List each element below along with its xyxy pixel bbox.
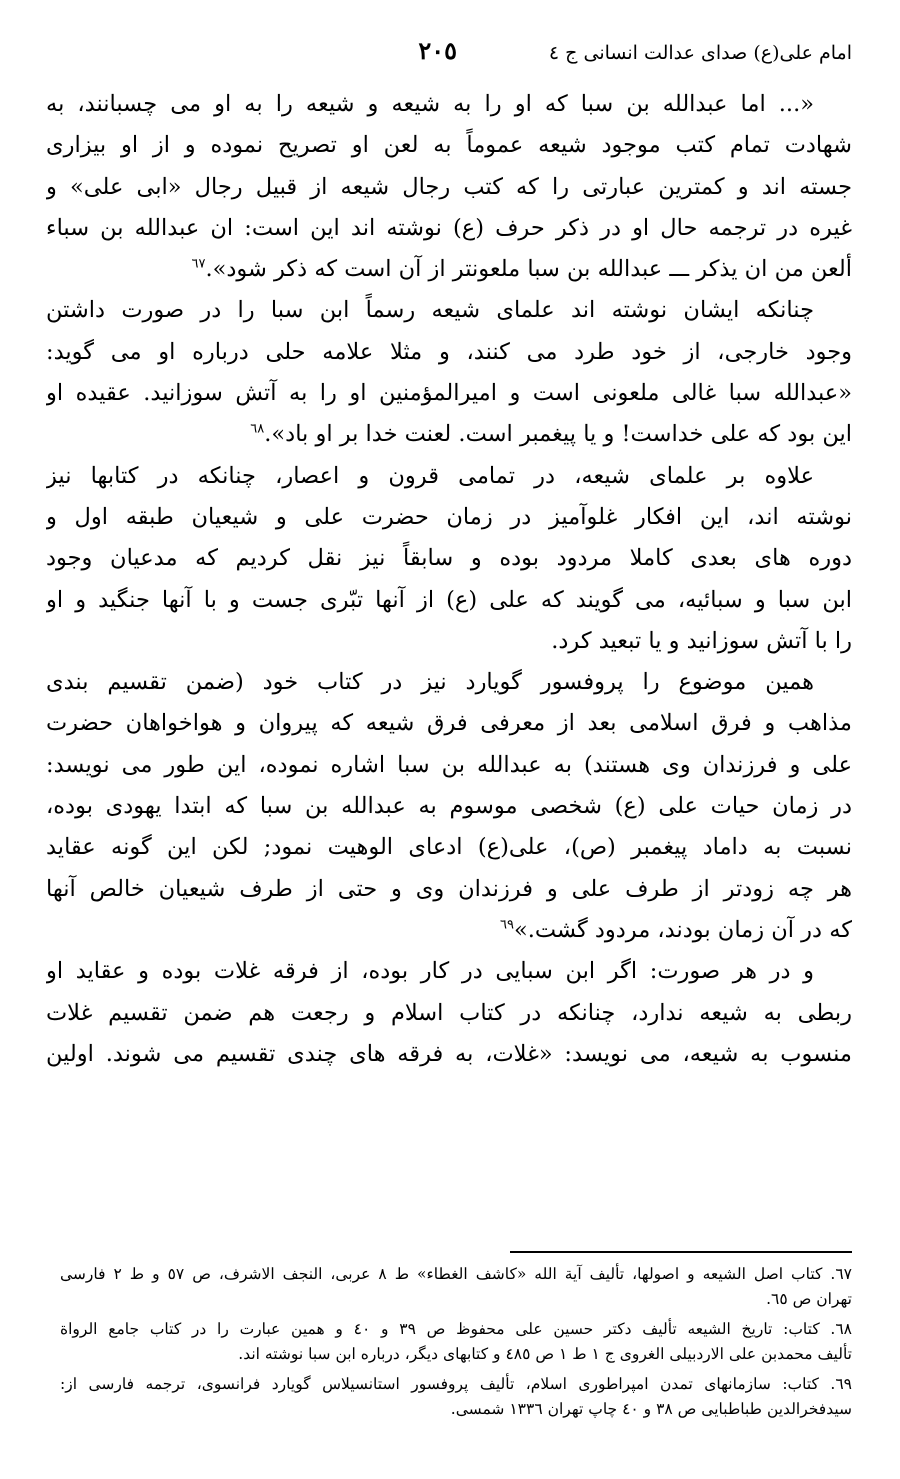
text-line-content: این بود که علی خداست! و یا پیغمبر است. لعنت خدا بر او باد». xyxy=(264,421,852,448)
text-line: هر چه زودتر از طرف علی و فرزندان وی و حتی از طرف شیعیان خالص آنها xyxy=(46,875,852,902)
paragraph-4 xyxy=(46,662,852,951)
text-line-content: ألعن من ان یذکر ـــ عبدالله بن سبا ملعونتر از آن است که ذکر شود». xyxy=(205,256,852,283)
text-line: وجود خارجی، از خود طرد می کنند، و مثلا علامه حلی درباره او می گوید: xyxy=(46,338,852,365)
text-line: نوشته اند، این افکار غلوآمیز در زمان حضرت علی و شیعیان طبقه اول و xyxy=(46,503,852,530)
footnote-ref-69: ٦٩ xyxy=(499,917,514,933)
text-line: چنانکه ایشان نوشته اند علمای شیعه رسماً ابن سبا را در صورت داشتن xyxy=(46,297,814,324)
paragraph-3 xyxy=(46,456,852,662)
text-line: مذاهب و فرق اسلامی بعد از معرفی فرق شیعه که پیروان و هواخواهان حضرت xyxy=(46,710,852,737)
text-line: و در هر صورت: اگر ابن سبایی در کار بوده، از فرقه غلات بوده و عقاید او xyxy=(46,958,814,985)
footnote-line: ٦٩. کتاب: سازمانهای تمدن امپراطوری اسلام، تألیف پروفسور استانسیلاس گویارد فرانسوی، ترجمه فارسی از: xyxy=(60,1375,852,1393)
text-line xyxy=(46,249,852,290)
text-line: غیره در ترجمه حال او در ذکر حرف (ع) نوشته اند این است: ان عبدالله بن سباء xyxy=(46,214,852,241)
text-line: علاوه بر علمای شیعه، در تمامی قرون و اعصار، چنانکه در کتابها نیز xyxy=(46,462,814,489)
text-line-content: که در آن زمان بودند، مردود گشت.» xyxy=(513,916,852,943)
text-line: شهادت تمام کتب موجود شیعه عموماً به لعن او تصریح نموده و از او بیزاری xyxy=(46,132,852,159)
text-line: ابن سبا و سبائیه، می گویند که علی (ع) از آنها تبّری جست و با آنها جنگید و او xyxy=(46,586,852,613)
text-line xyxy=(46,414,852,455)
paragraph-2 xyxy=(46,290,852,455)
footnote-line: تألیف محمدبن علی الاردبیلی الغروی ج ١ ط ١ ص ٤٨٥ و کتابهای دیگر، درباره ابن سبا نوشته اند. xyxy=(238,1345,852,1363)
text-line: همین موضوع را پروفسور گویارد نیز در کتاب خود (ضمن تقسیم بندی xyxy=(46,669,814,696)
main-text xyxy=(46,84,852,1075)
paragraph-1 xyxy=(46,84,852,290)
text-line: در زمان حیات علی (ع) شخصی موسوم به عبدالله بن سبا که ابتدا یهودی بوده، xyxy=(46,793,852,820)
footnote-line: ٦٧. کتاب اصل الشیعه و اصولها، تألیف آیة الله «کاشف الغطاء» ط ٨ عربی، النجف الاشرف، ص ٥٧ و ط ٢ فارسی xyxy=(60,1265,852,1283)
text-line: «عبدالله سبا غالی ملعونی است و امیرالمؤمنین او را به آتش سوزانید. عقیده او xyxy=(46,380,852,407)
text-line: جسته اند و کمترین عبارتی را که کتب رجال شیعه از قبیل رجال «ابی علی» و xyxy=(46,173,852,200)
page-number: ٢٠٥ xyxy=(418,36,457,65)
text-line xyxy=(46,910,852,951)
text-line: نسبت به داماد پیغمبر (ص)، علی(ع) ادعای الوهیت نمود; لکن این گونه عقاید xyxy=(46,834,852,861)
footnote-ref-68: ٦٨ xyxy=(250,421,265,437)
paragraph-5 xyxy=(46,951,852,1075)
footnote-line: ٦٨. کتاب: تاریخ الشیعه تألیف دکتر حسین علی محفوظ ص ٣٩ و ٤٠ و همین عبارت را در کتاب جامع الرواة xyxy=(60,1320,852,1338)
footnotes xyxy=(60,1262,852,1422)
footnote-line: سیدفخرالدین طباطبایی ص ٣٨ و ٤٠ چاپ تهران ١٣٣٦ شمسی. xyxy=(450,1400,852,1418)
footnote-divider xyxy=(510,1251,852,1253)
footnote-67 xyxy=(60,1262,852,1312)
text-line: منسوب به شیعه، می نویسد: «غلات، به فرقه های چندی تقسیم می شوند. اولین xyxy=(46,1040,852,1067)
text-line: علی و فرزندان وی هستند) به عبدالله بن سبا اشاره نموده، این طور می نویسد: xyxy=(46,751,852,778)
footnote-68 xyxy=(60,1317,852,1367)
text-line: را با آتش سوزانید و یا تبعید کرد. xyxy=(551,627,852,654)
footnote-ref-67: ٦٧ xyxy=(191,256,206,272)
running-title: امام علی(ع) صدای عدالت انسانی ج ٤ xyxy=(548,42,852,64)
page-header xyxy=(50,34,852,74)
text-line: ربطی به شیعه ندارد، چنانکه در کتاب اسلام و رجعت هم ضمن تقسیم غلات xyxy=(46,999,852,1026)
text-line: دوره های بعدی کاملا مردود بوده و سابقاً نیز نقل کردیم که مدعیان وجود xyxy=(46,545,852,572)
footnote-line: تهران ص ٦٥. xyxy=(766,1290,852,1308)
footnote-69 xyxy=(60,1372,852,1422)
text-line: «... اما عبدالله بن سبا که او را به شیعه و شیعه را به او می چسبانند، به xyxy=(46,91,814,117)
